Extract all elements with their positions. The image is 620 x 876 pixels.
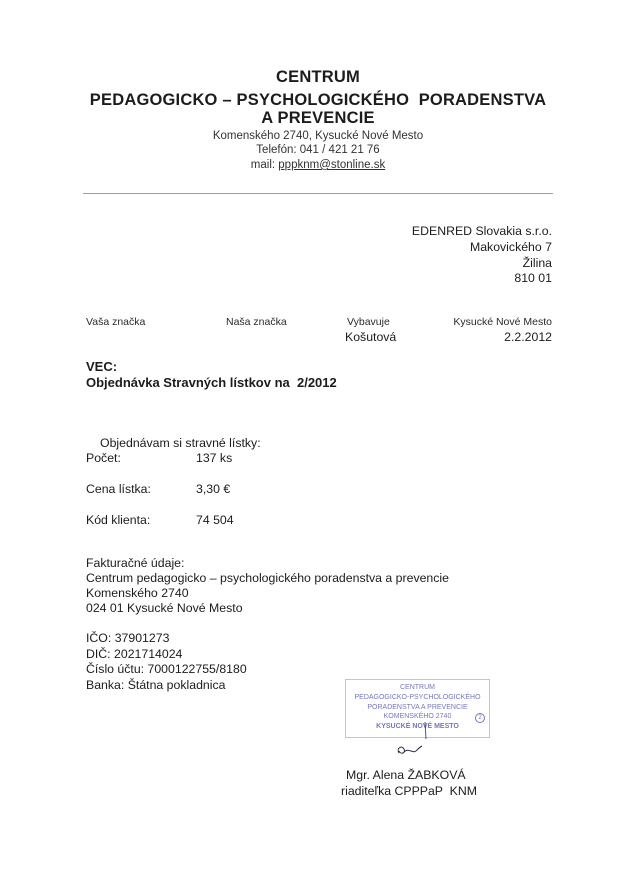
letterhead-divider (83, 193, 553, 194)
mail-label: mail: (250, 159, 279, 171)
subject-label: VEC: (86, 359, 118, 374)
order-item-value: 3,30 € (196, 482, 231, 496)
org-phone: Telefón: 041 / 421 21 76 (256, 144, 380, 156)
order-item-value: 137 ks (196, 451, 233, 465)
your-ref-label: Vaša značka (86, 316, 146, 328)
billing-line-3: 024 01 Kysucké Nové Mesto (86, 601, 243, 615)
recipient-line-4: 810 01 (514, 271, 552, 285)
billing-line-2: Komenského 2740 (86, 586, 189, 600)
handled-by-label: Vybavuje (347, 316, 390, 328)
subject-text: Objednávka Stravných lístkov na 2/2012 (86, 375, 337, 390)
recipient-line-1: EDENRED Slovakia s.r.o. (411, 224, 552, 238)
stamp-line: PORADENSTVA A PREVENCIE (367, 703, 468, 711)
mail-address: pppknm@stonline.sk (278, 159, 386, 171)
stamp-line: KOMENSKÉHO 2740 (383, 713, 452, 721)
org-address: Komenského 2740, Kysucké Nové Mesto (212, 130, 424, 142)
handled-by-value: Košutová (345, 330, 397, 344)
org-name-line-1: CENTRUM (276, 68, 360, 86)
order-item-label: Kód klienta: (86, 513, 151, 527)
order-item-value: 74 504 (196, 513, 234, 527)
signatory-name: Mgr. Alena ŽABKOVÁ (346, 768, 466, 782)
stamp-line: CENTRUM (400, 684, 435, 691)
place-label: Kysucké Nové Mesto (453, 316, 552, 328)
recipient-line-2: Makovického 7 (469, 240, 552, 254)
letter-date: 2.2.2012 (504, 330, 552, 344)
signatory-title: riaditeľka CPPPaP KNM (341, 784, 477, 798)
billing-heading: Fakturačné údaje: (86, 556, 185, 570)
stamp-line: KYSUCKÉ NOVÉ MESTO (376, 723, 459, 731)
org-name-line-2: PEDAGOGICKO – PSYCHOLOGICKÉHO PORADENSTVA (89, 91, 547, 109)
order-item-label: Cena lístka: (86, 482, 151, 496)
stamp-number-mark: 2 (475, 713, 485, 723)
billing-line-1: Centrum pedagogicko – psychologického poradenstva a prevencie (86, 571, 449, 585)
stamp-line: PEDAGOGICKO-PSYCHOLOGICKÉHO (354, 693, 481, 701)
order-item-label: Počet: (86, 451, 121, 465)
bank-line: Banka: Štátna pokladnica (86, 678, 226, 692)
order-intro: Objednávam si stravné lístky: (100, 436, 261, 450)
recipient-line-3: Žilina (522, 256, 552, 270)
handwritten-signature (380, 715, 440, 765)
our-ref-label: Naša značka (226, 316, 287, 328)
dic-line: DIČ: 2021714024 (86, 647, 183, 661)
account-line: Číslo účtu: 7000122755/8180 (86, 662, 247, 676)
ico-line: IČO: 37901273 (86, 631, 170, 645)
org-name-line-3: A PREVENCIE (261, 109, 375, 127)
org-mail (83, 158, 553, 172)
